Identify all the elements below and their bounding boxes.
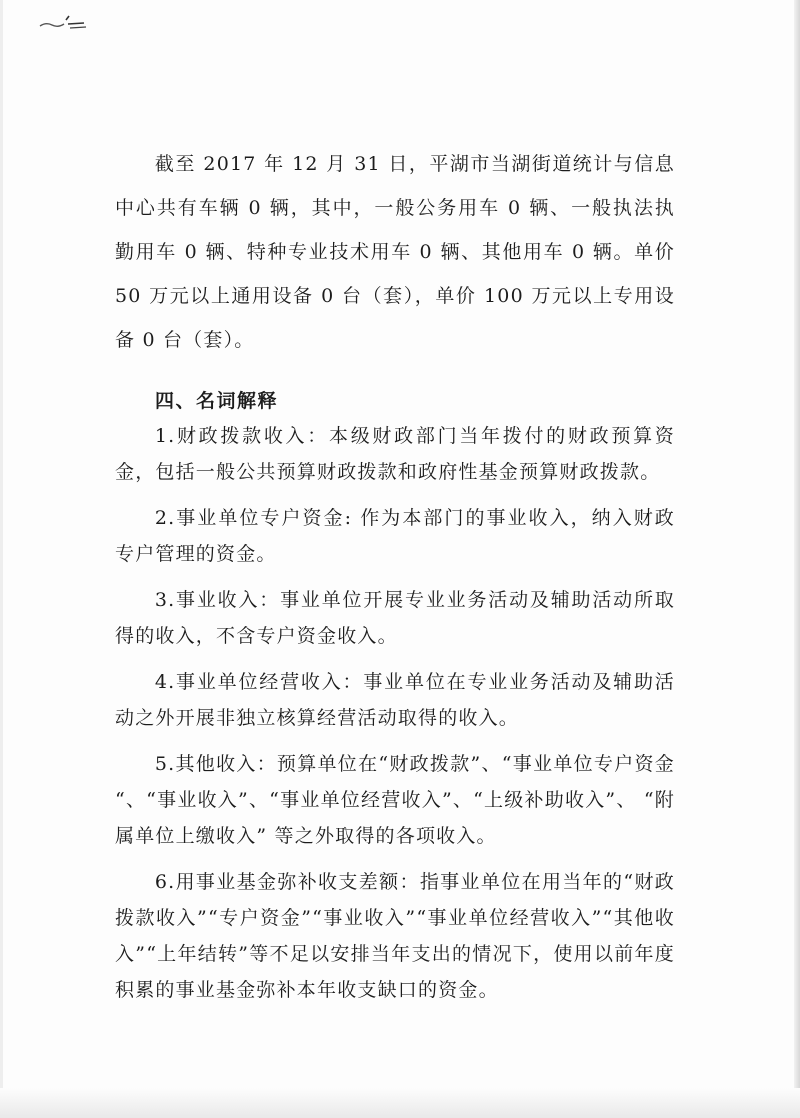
definition-5: 5.其他收入：预算单位在“财政拨款”、“事业单位专户资金 “、“事业收入”、“事业单位经营收入”、“上级补助收入”、 “附属单位上缴收入” 等之外取得的各项收入。 <box>115 753 675 847</box>
definition-6: 6.用事业基金弥补收支差额：指事业单位在用当年的“财政拨款收入”“专户资金”“事业收入”“事业单位经营收入”“其他收入”“上年结转”等不足以安排当年支出的情况下，使用以前年度积累的事业基金弥补本年收支缺口的资金。 <box>115 871 675 1001</box>
section-heading: 四、名词解释 <box>155 390 279 412</box>
scan-edge-bottom <box>0 1088 800 1118</box>
corner-scribble-icon <box>38 12 88 32</box>
intro-paragraph: 截至 2017 年 12 月 31 日，平湖市当湖街道统计与信息中心共有车辆 0 辆，其中，一般公务用车 0 辆、一般执法执勤用车 0 辆、特种专业技术用车 0 辆、其他用车 0 辆。单价 50 万元以上通用设备 0 台（套），单价 100 万元以上专用设备 0 台（套）。 <box>115 153 675 351</box>
definition-2: 2.事业单位专户资金: 作为本部门的事业收入，纳入财政专户管理的资金。 <box>115 507 675 565</box>
definitions-list <box>115 418 675 1008</box>
definition-3: 3.事业收入：事业单位开展专业业务活动及辅助活动所取得的收入，不含专户资金收入。 <box>115 589 675 647</box>
definition-1: 1.财政拨款收入：本级财政部门当年拨付的财政预算资金，包括一般公共预算财政拨款和政府性基金预算财政拨款。 <box>115 425 675 483</box>
scan-edge-right <box>794 0 800 1118</box>
scan-edge-left <box>0 0 3 1118</box>
definition-4: 4.事业单位经营收入：事业单位在专业业务活动及辅助活动之外开展非独立核算经营活动取得的收入。 <box>115 671 675 729</box>
